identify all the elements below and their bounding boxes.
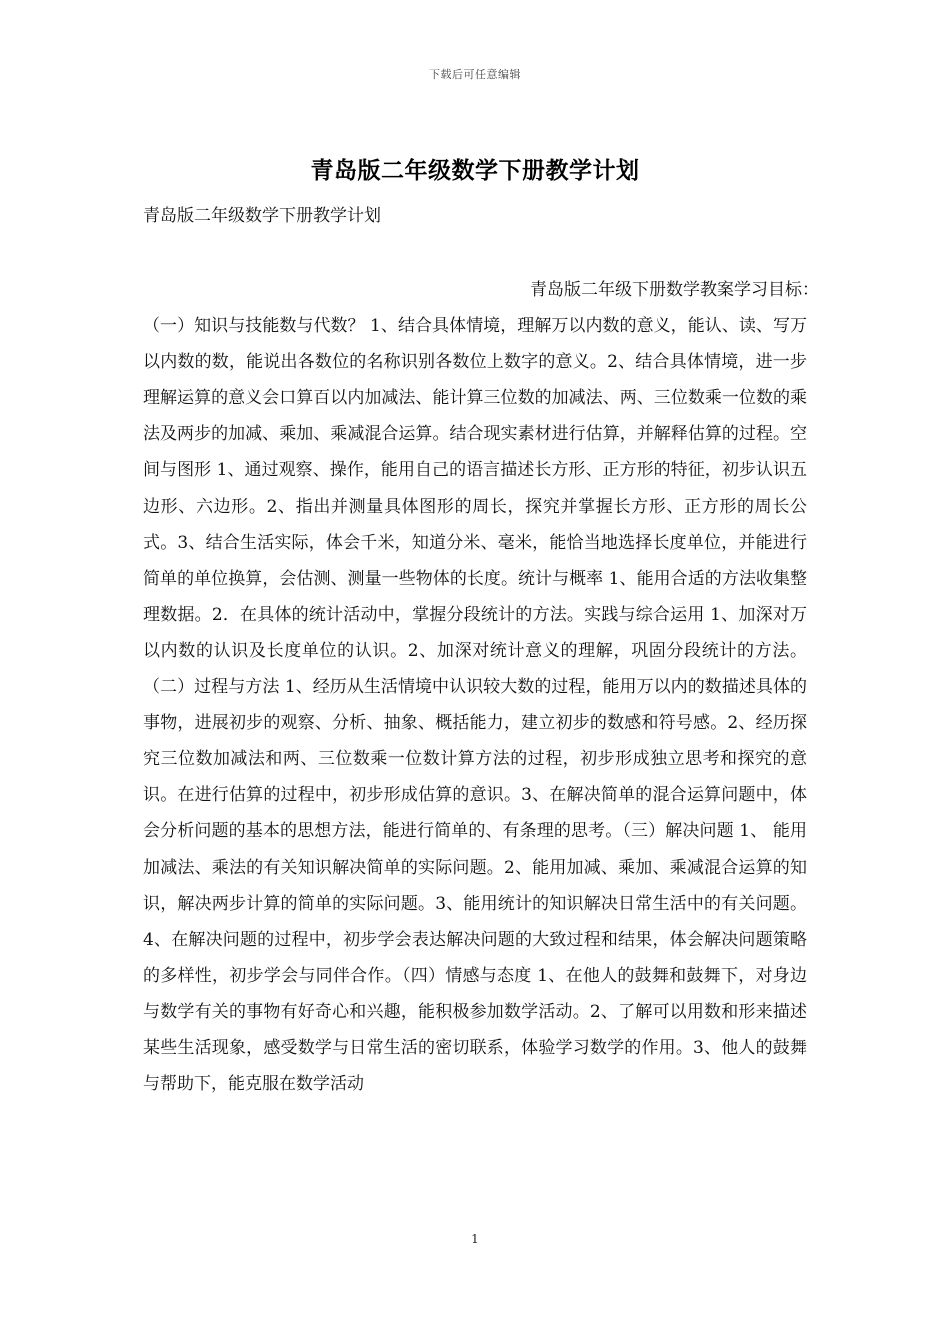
page-number: 1 (471, 1232, 479, 1246)
page-header-note: 下载后可任意编辑 (429, 68, 521, 81)
document-body (143, 272, 819, 1102)
learning-goals-text: （一）知识与技能数与代数？ 1、结合具体情境，理解万以内数的意义，能认、读、写万以内数的数，能说出各数位的名称识别各数位上数字的意义。2、结合具体情境，进一步理解运算的意义会口算百以内加减法、能计算三位数的加减法、两、三位数乘一位数的乘法及两步的加减、乘加、乘减混合运算。结合现实素材进行估算，并解释估算的过程。空间与图形 1、通过观察、操作，能用自己的语言描述长方形、正方形的特征，初步认识五边形、六边形。2、指出并测量具体图形的周长，探究并掌握长方形、正方形的周长公式。3、结合生活实际，体会千米，知道分米、毫米，能恰当地选择长度单位，并能进行简单的单位换算，会估测、测量一些物体的长度。统计与概率 1、能用合适的方法收集整理数据。2．在具体的统计活动中，掌握分段统计的方法。实践与综合运用 1、加深对万以内数的认识及长度单位的认识。2、加深对统计意义的理解，巩固分段统计的方法。（二）过程与方法 1、经历从生活情境中认识较大数的过程，能用万以内的数描述具体的事物，进展初步的观察、分析、抽象、概括能力，建立初步的数感和符号感。2、经历探究三位数加减法和两、三位数乘一位数计算方法的过程，初步形成独立思考和探究的意识。在进行估算的过程中，初步形成估算的意识。3、在解决简单的混合运算问题中，体会分析问题的基本的思想方法，能进行简单的、有条理的思考。（三）解决问题 1、 能用加减法、乘法的有关知识解决简单的实际问题。2、能用加减、乘加、乘减混合运算的知识，解决两步计算的简单的实际问题。3、能用统计的知识解决日常生活中的有关问题。4、在解决问题的过程中，初步学会表达解决问题的大致过程和结果，体会解决问题策略的多样性，初步学会与同伴合作。（四）情感与态度 1、在他人的鼓舞和鼓舞下，对身边与数学有关的事物有好奇心和兴趣，能积极参加数学活动。2、了解可以用数和形来描述某些生活现象，感受数学与日常生活的密切联系，体验学习数学的作用。3、他人的鼓舞与帮助下，能克服在数学活动 (143, 316, 807, 1095)
document-title: 青岛版二年级数学下册教学计划 (310, 157, 640, 184)
learning-goals-intro: 青岛版二年级下册数学教案学习目标： (530, 280, 819, 300)
document-subtitle: 青岛版二年级数学下册教学计划 (143, 206, 381, 226)
